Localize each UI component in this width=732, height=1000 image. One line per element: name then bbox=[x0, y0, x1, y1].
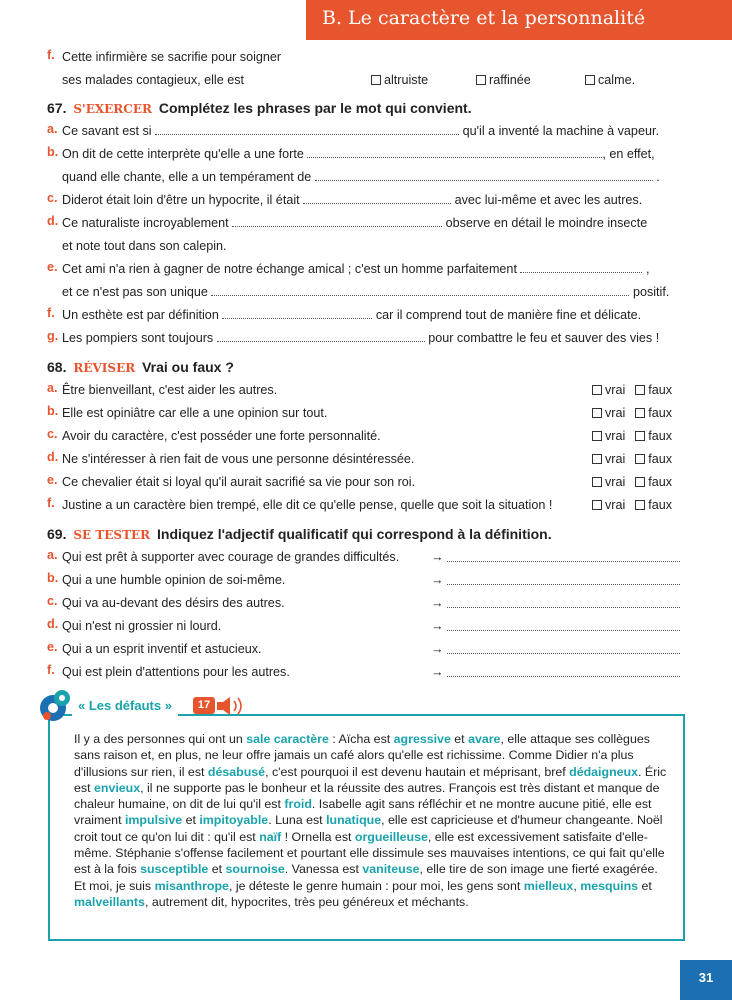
audio-track-number[interactable]: 17 bbox=[193, 697, 215, 714]
item-letter: b. bbox=[47, 404, 59, 418]
true-false-options bbox=[592, 427, 672, 445]
blank-field[interactable] bbox=[217, 330, 425, 342]
blank-field[interactable] bbox=[520, 261, 642, 273]
checkbox[interactable] bbox=[592, 477, 602, 487]
keyword: orgueilleuse bbox=[354, 829, 428, 844]
statement-text: Ce chevalier était si loyal qu'il aurait sacrifié sa vie pour son roi. bbox=[62, 475, 416, 489]
item-letter: b. bbox=[47, 571, 59, 585]
true-false-options bbox=[592, 496, 672, 514]
keyword: vaniteuse bbox=[362, 862, 420, 877]
arrow-icon: → bbox=[431, 642, 444, 656]
keyword: impulsive bbox=[124, 813, 183, 828]
true-false-options bbox=[592, 450, 672, 468]
keyword: agressive bbox=[393, 732, 451, 746]
keyword: impitoyable bbox=[199, 813, 269, 828]
arrow-icon: → bbox=[431, 596, 444, 610]
option-calme[interactable]: calme. bbox=[585, 71, 635, 89]
text-segment: , elle est excessivement satisfaite d'elle-même. Stéphanie s'offense facilement et pourtant elle dissimule ses mauvaises intentions, ce qui fait qu'elle est à la fois bbox=[74, 829, 665, 877]
checkbox[interactable] bbox=[635, 408, 645, 418]
checkbox[interactable] bbox=[592, 500, 602, 510]
exercise-number: 68. bbox=[47, 359, 67, 375]
arrow-icon: → bbox=[431, 573, 444, 587]
answer-field[interactable] bbox=[447, 550, 680, 562]
false-option[interactable]: faux bbox=[635, 429, 672, 443]
checkbox[interactable] bbox=[371, 75, 381, 85]
fill-line-g: Les pompiers sont toujours pour combattre le feu et sauver des vies ! bbox=[62, 331, 660, 345]
keyword: susceptible bbox=[140, 862, 209, 877]
answer-field[interactable] bbox=[447, 619, 680, 631]
text-segment: , elle tire de son image une fierté exagérée. Et moi, je suis bbox=[74, 862, 658, 893]
exercise-67-heading bbox=[47, 98, 472, 118]
exercise-tag: SE TESTER bbox=[73, 528, 151, 542]
true-false-options bbox=[592, 404, 672, 422]
exercise-instruction: Indiquez l'adjectif qualificatif qui correspond à la définition. bbox=[157, 526, 552, 542]
keyword: lunatique bbox=[326, 813, 382, 828]
fill-line-f: Un esthète est par définition car il comprend tout de manière fine et délicate. bbox=[62, 308, 642, 322]
speaker-icon[interactable] bbox=[216, 695, 250, 717]
exercise-instruction: Vrai ou faux ? bbox=[142, 359, 234, 375]
section-title: B. Le caractère et la personnalité bbox=[322, 7, 646, 29]
item-letter: c. bbox=[47, 191, 58, 205]
keyword: désabusé bbox=[207, 764, 266, 779]
blank-field[interactable] bbox=[155, 123, 459, 135]
keyword: naïf bbox=[259, 829, 282, 844]
exercise-68-heading bbox=[47, 357, 234, 377]
answer-field[interactable] bbox=[447, 665, 680, 677]
false-option[interactable]: faux bbox=[635, 383, 672, 397]
checkbox[interactable] bbox=[585, 75, 595, 85]
fill-line-e: Cet ami n'a rien à gagner de notre échange amical ; c'est un homme parfaitement , bbox=[62, 262, 650, 276]
item-letter: a. bbox=[47, 381, 58, 395]
true-option[interactable]: vrai bbox=[592, 429, 625, 443]
keyword: misanthrope bbox=[154, 878, 229, 893]
exercise-instruction: Complétez les phrases par le mot qui convient. bbox=[158, 100, 472, 116]
false-option[interactable]: faux bbox=[635, 406, 672, 420]
prev-item-line1: Cette infirmière se sacrifie pour soigner bbox=[62, 50, 282, 64]
true-option[interactable]: vrai bbox=[592, 452, 625, 466]
item-letter: b. bbox=[47, 145, 59, 159]
fill-line-d2: et note tout dans son calepin. bbox=[62, 239, 227, 253]
fill-line-a: Ce savant est si qu'il a inventé la machine à vapeur. bbox=[62, 124, 659, 138]
item-letter: f. bbox=[47, 48, 55, 62]
false-option[interactable]: faux bbox=[635, 475, 672, 489]
item-letter: d. bbox=[47, 214, 59, 228]
text-segment: . Isabelle agit sans réfléchir et ne montre aucune pitié, elle est vraiment bbox=[74, 797, 652, 828]
checkbox[interactable] bbox=[592, 385, 602, 395]
text-segment: , je déteste le genre humain : pour moi, les gens sont bbox=[228, 878, 524, 893]
true-option[interactable]: vrai bbox=[592, 383, 625, 397]
true-option[interactable]: vrai bbox=[592, 475, 625, 489]
text-segment: : Aïcha est bbox=[328, 732, 394, 746]
keyword: sale caractère bbox=[246, 732, 329, 746]
box-paragraph bbox=[74, 731, 669, 910]
checkbox[interactable] bbox=[592, 431, 602, 441]
item-letter: e. bbox=[47, 473, 58, 487]
fill-line-c: Diderot était loin d'être un hypocrite, il était avec lui-même et avec les autres. bbox=[62, 193, 643, 207]
keyword: mielleux bbox=[523, 878, 574, 893]
blank-field[interactable] bbox=[315, 169, 653, 181]
exercise-69-heading bbox=[47, 524, 552, 544]
statement-text: Être bienveillant, c'est aider les autres. bbox=[62, 383, 278, 397]
keyword: mesquins bbox=[580, 878, 639, 893]
checkbox[interactable] bbox=[592, 454, 602, 464]
arrow-icon: → bbox=[431, 619, 444, 633]
text-segment: Il y a des personnes qui ont un bbox=[74, 732, 247, 746]
text-segment: , autrement dit, hypocrites, très peu généreux et méchants. bbox=[144, 894, 469, 909]
item-letter: f. bbox=[47, 306, 55, 320]
item-letter: d. bbox=[47, 450, 59, 464]
text-segment: . Éric est bbox=[74, 764, 667, 795]
checkbox[interactable] bbox=[635, 385, 645, 395]
blank-field[interactable] bbox=[303, 192, 451, 204]
text-segment: et bbox=[182, 813, 200, 828]
gears-icon bbox=[37, 688, 73, 724]
text-segment: , bbox=[573, 878, 581, 893]
checkbox[interactable] bbox=[592, 408, 602, 418]
text-segment: , elle attaque ses collègues sans raison et, en plus, ne leur offre jamais un café alors qu'elle est richissime. Comme Didier n'a plus d'illusions sur rien, il est bbox=[74, 732, 650, 779]
option-altruiste[interactable]: altruiste bbox=[371, 71, 428, 89]
box-title: « Les défauts » bbox=[72, 696, 178, 716]
text-segment: . Luna est bbox=[268, 813, 327, 828]
keyword: froid bbox=[284, 797, 312, 812]
keyword: malveillants bbox=[74, 894, 145, 909]
definition-text: Qui n'est ni grossier ni lourd. bbox=[62, 619, 222, 633]
false-option[interactable]: faux bbox=[635, 498, 672, 512]
blank-field[interactable] bbox=[232, 215, 442, 227]
answer-field[interactable] bbox=[447, 596, 680, 608]
true-option[interactable]: vrai bbox=[592, 498, 625, 512]
text-segment: , c'est pourquoi il est devenu hautain et méprisant, bref bbox=[265, 764, 570, 779]
exercise-number: 67. bbox=[47, 100, 67, 116]
item-letter: f. bbox=[47, 496, 55, 510]
statement-text: Justine a un caractère bien trempé, elle dit ce qu'elle pense, quelle que soit la situation ! bbox=[62, 498, 553, 512]
option-raffinee[interactable]: raffinée bbox=[476, 71, 531, 89]
keyword: avare bbox=[468, 732, 501, 746]
item-letter: c. bbox=[47, 427, 58, 441]
keyword: sournoise bbox=[225, 862, 285, 877]
section-header bbox=[306, 0, 732, 40]
checkbox[interactable] bbox=[635, 477, 645, 487]
text-segment: . Vanessa est bbox=[284, 862, 363, 877]
blank-field[interactable] bbox=[211, 284, 629, 296]
text-segment: et bbox=[638, 878, 652, 893]
fill-line-e2: et ce n'est pas son unique positif. bbox=[62, 285, 670, 299]
item-letter: f. bbox=[47, 663, 55, 677]
true-false-options bbox=[592, 473, 672, 491]
statement-text: Avoir du caractère, c'est posséder une forte personnalité. bbox=[62, 429, 381, 443]
checkbox[interactable] bbox=[635, 500, 645, 510]
definition-text: Qui a une humble opinion de soi-même. bbox=[62, 573, 286, 587]
prev-item-line2: ses malades contagieux, elle est bbox=[62, 73, 245, 87]
item-letter: a. bbox=[47, 122, 58, 136]
item-letter: g. bbox=[47, 329, 59, 343]
fill-line-b: On dit de cette interprète qu'elle a une forte , en effet, bbox=[62, 147, 655, 161]
checkbox[interactable] bbox=[635, 431, 645, 441]
blank-field[interactable] bbox=[307, 146, 602, 158]
keyword: dédaigneux bbox=[569, 764, 638, 779]
definition-text: Qui va au-devant des désirs des autres. bbox=[62, 596, 285, 610]
keyword: envieux bbox=[93, 780, 141, 795]
true-false-options bbox=[592, 381, 672, 399]
text-segment: et bbox=[450, 732, 469, 746]
definition-text: Qui est prêt à supporter avec courage de grandes difficultés. bbox=[62, 550, 400, 564]
statement-text: Ne s'intéresser à rien fait de vous une personne désintéressée. bbox=[62, 452, 415, 466]
exercise-tag: S'EXERCER bbox=[73, 102, 152, 116]
definition-text: Qui est plein d'attentions pour les autres. bbox=[62, 665, 290, 679]
text-segment: et bbox=[208, 862, 226, 877]
arrow-icon: → bbox=[431, 550, 444, 564]
true-option[interactable]: vrai bbox=[592, 406, 625, 420]
false-option[interactable]: faux bbox=[635, 452, 672, 466]
item-letter: d. bbox=[47, 617, 59, 631]
item-letter: e. bbox=[47, 260, 58, 274]
text-segment: ! Ornella est bbox=[281, 829, 355, 844]
answer-field[interactable] bbox=[447, 573, 680, 585]
definition-text: Qui a un esprit inventif et astucieux. bbox=[62, 642, 262, 656]
answer-field[interactable] bbox=[447, 642, 680, 654]
item-letter: c. bbox=[47, 594, 58, 608]
statement-text: Elle est opiniâtre car elle a une opinion sur tout. bbox=[62, 406, 328, 420]
checkbox[interactable] bbox=[635, 454, 645, 464]
text-segment: , elle est capricieuse et d'humeur changeante. Noël croit tout ce qu'on lui dit : qu'il est bbox=[74, 813, 663, 844]
checkbox[interactable] bbox=[476, 75, 486, 85]
page-number: 31 bbox=[680, 960, 732, 1000]
exercise-number: 69. bbox=[47, 526, 67, 542]
blank-field[interactable] bbox=[222, 307, 372, 319]
exercise-tag: RÉVISER bbox=[73, 361, 136, 375]
item-letter: e. bbox=[47, 640, 58, 654]
item-letter: a. bbox=[47, 548, 58, 562]
arrow-icon: → bbox=[431, 665, 444, 679]
text-segment: , il ne supporte pas le bonheur et la réussite des autres. François est très distant et manque de chaleur humaine, on dit de lui qu'il est bbox=[74, 780, 660, 812]
fill-line-d: Ce naturaliste incroyablement observe en détail le moindre insecte bbox=[62, 216, 648, 230]
fill-line-b2: quand elle chante, elle a un tempérament de . bbox=[62, 170, 660, 184]
